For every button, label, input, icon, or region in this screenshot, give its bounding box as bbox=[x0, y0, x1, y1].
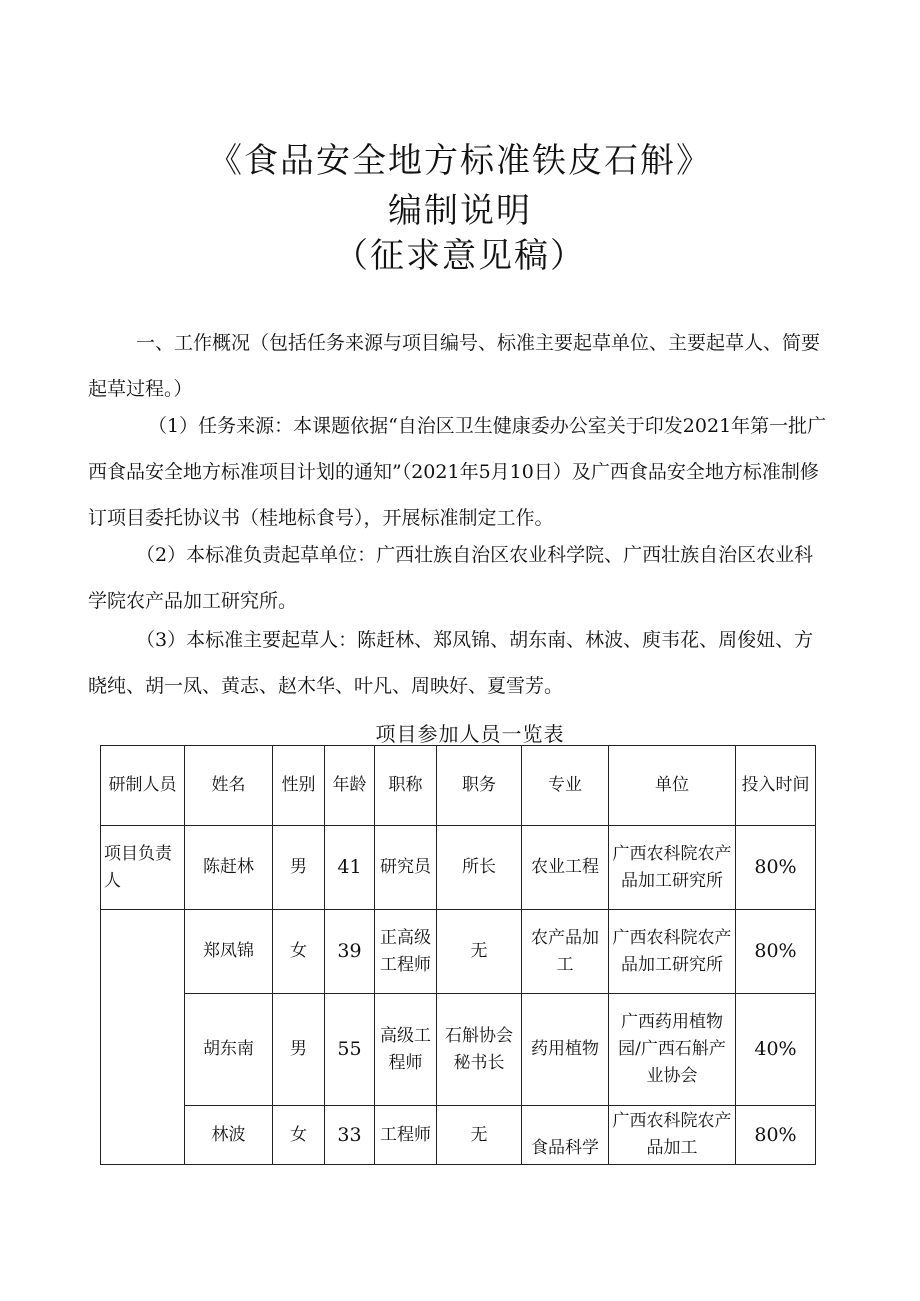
gender-cell: 男 bbox=[273, 826, 325, 910]
table-row bbox=[101, 1106, 816, 1165]
gender-cell: 女 bbox=[273, 1106, 325, 1165]
table-row bbox=[101, 826, 816, 910]
name-cell: 胡东南 bbox=[185, 994, 273, 1106]
drafting-units-paragraph: （2）本标准负责起草单位：广西壮族自治区农业科学院、广西壮族自治区农业科学院农产品加工研究所。 bbox=[88, 544, 814, 612]
major-cell: 农产品加工 bbox=[522, 910, 609, 994]
role-cell: 项目负责人 bbox=[101, 826, 185, 910]
gender-cell: 女 bbox=[273, 910, 325, 994]
name-cell: 林波 bbox=[185, 1106, 273, 1165]
header-position: 职务 bbox=[437, 746, 522, 826]
major-cell: 农业工程 bbox=[522, 826, 609, 910]
overview-paragraph: 一、工作概况（包括任务来源与项目编号、标准主要起草单位、主要起草人、简要起草过程。） bbox=[88, 332, 821, 400]
title-cell: 高级工程师 bbox=[375, 994, 437, 1106]
time-cell: 80% bbox=[736, 910, 816, 994]
gender-cell: 男 bbox=[273, 994, 325, 1106]
title-cell: 研究员 bbox=[375, 826, 437, 910]
role-cell-empty bbox=[101, 910, 185, 1165]
position-cell: 无 bbox=[437, 1106, 522, 1165]
doc-title: 《食品安全地方标准铁皮石斛》 bbox=[208, 141, 712, 181]
drafters-paragraph: （3）本标准主要起草人：陈赶林、郑凤锦、胡东南、林波、庾韦花、周俊妞、方晓纯、胡一凤、黄志、赵木华、叶凡、周映好、夏雪芳。 bbox=[88, 629, 814, 697]
header-time: 投入时间 bbox=[736, 746, 816, 826]
age-cell: 41 bbox=[325, 826, 375, 910]
table-row bbox=[101, 994, 816, 1106]
unit-cell: 广西农科院农产品加工 bbox=[609, 1106, 736, 1165]
time-cell: 40% bbox=[736, 994, 816, 1106]
header-age: 年龄 bbox=[325, 746, 375, 826]
major-cell: 食品科学 bbox=[522, 1106, 609, 1165]
name-cell: 郑凤锦 bbox=[185, 910, 273, 994]
age-cell: 33 bbox=[325, 1106, 375, 1165]
table-caption: 项目参加人员一览表 bbox=[375, 722, 565, 746]
table-row bbox=[101, 910, 816, 994]
header-name: 姓名 bbox=[185, 746, 273, 826]
header-role: 研制人员 bbox=[101, 746, 185, 826]
header-unit: 单位 bbox=[609, 746, 736, 826]
name-cell: 陈赶林 bbox=[185, 826, 273, 910]
table-header-row bbox=[101, 746, 816, 826]
position-cell: 无 bbox=[437, 910, 522, 994]
task-source-paragraph: （1）任务来源：本课题依据“自治区卫生健康委办公室关于印发2021年第一批广西食品安全地方标准项目计划的通知”（2021年5月10日）及广西食品安全地方标准制修订项目委托协议书（桂地标食号），开展标准制定工作。 bbox=[88, 415, 827, 529]
unit-cell: 广西农科院农产品加工研究所 bbox=[609, 826, 736, 910]
unit-cell: 广西农科院农产品加工研究所 bbox=[609, 910, 736, 994]
major-cell: 药用植物 bbox=[522, 994, 609, 1106]
title-cell: 正高级工程师 bbox=[375, 910, 437, 994]
unit-cell: 广西药用植物园/广西石斛产业协会 bbox=[609, 994, 736, 1106]
doc-draft-label: （征求意见稿） bbox=[334, 236, 586, 276]
position-cell: 所长 bbox=[437, 826, 522, 910]
header-gender: 性别 bbox=[273, 746, 325, 826]
header-title: 职称 bbox=[375, 746, 437, 826]
title-cell: 工程师 bbox=[375, 1106, 437, 1165]
time-cell: 80% bbox=[736, 1106, 816, 1165]
position-cell: 石斛协会秘书长 bbox=[437, 994, 522, 1106]
age-cell: 55 bbox=[325, 994, 375, 1106]
doc-subtitle: 编制说明 bbox=[388, 191, 532, 231]
staff-table bbox=[100, 745, 816, 1165]
time-cell: 80% bbox=[736, 826, 816, 910]
header-major: 专业 bbox=[522, 746, 609, 826]
age-cell: 39 bbox=[325, 910, 375, 994]
